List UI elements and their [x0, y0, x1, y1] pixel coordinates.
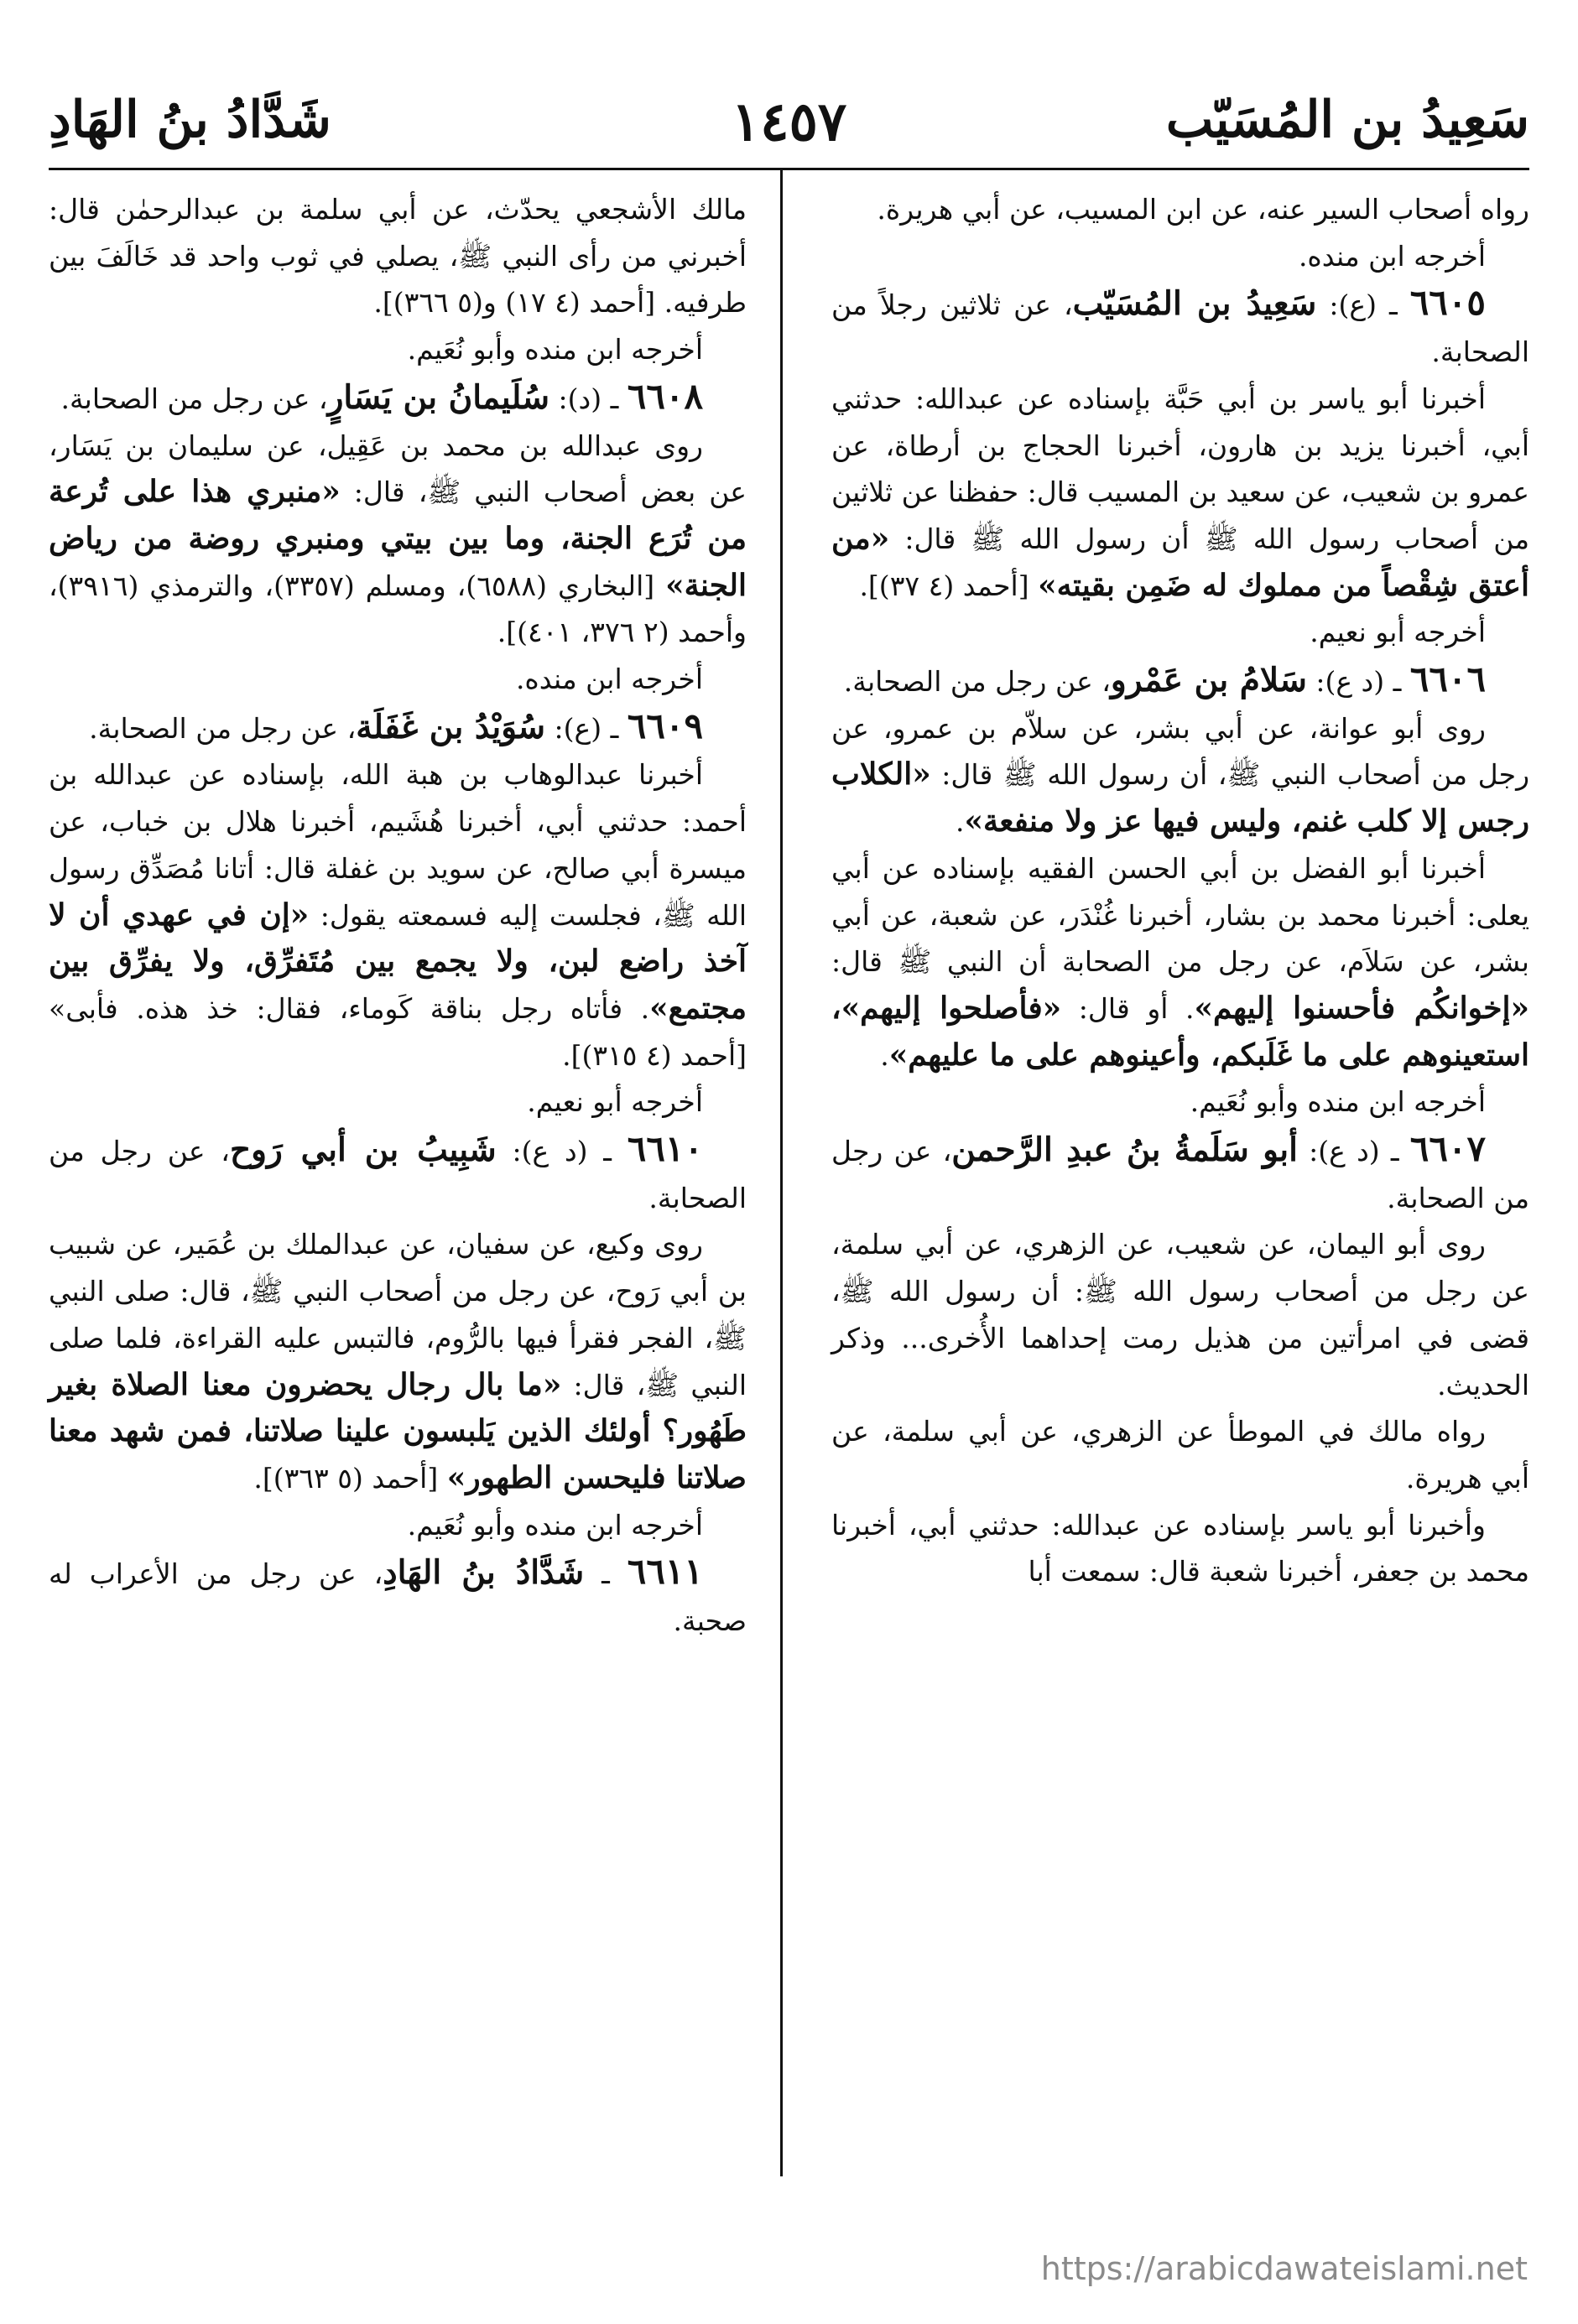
entry-name: سَعِيدُ بن المُسَيّب	[1072, 284, 1317, 324]
text-run: . فأتاه رجل بناقة كَوماء، فقال: خذ هذه. فأبى» [أحمد (٤ ٣١٥)].	[49, 991, 747, 1072]
text-run: أخبرنا عبدالوهاب بن هبة الله، بإسناده عن عبدالله بن أحمد: حدثني أبي، أخبرنا هُشَيم، أخبرنا هلال بن خباب، عن ميسرة أبي صالح، عن سويد بن غفلة قال: أتانا مُصَدِّق رسول الله ﷺ، فجلست إليه فسمعته يقول:	[49, 758, 747, 932]
text-run: ـ (د ع):	[496, 1135, 628, 1168]
entry-name: سَلامُ بن عَمْرو	[1110, 661, 1307, 700]
biography-entry	[831, 656, 1529, 705]
hadith-quote: «منبري هذا على تُرعة من تُرَع الجنة، وما بين بيتي ومنبري روضة من رياض الجنة»	[49, 474, 747, 603]
biography-entry	[49, 703, 747, 752]
text-paragraph	[831, 376, 1529, 610]
text-run: أخرجه ابن منده.	[515, 663, 703, 696]
biography-entry	[831, 279, 1529, 375]
text-paragraph	[831, 705, 1529, 845]
text-run: أخرجه ابن منده.	[1298, 239, 1486, 273]
text-run: ، عن رجل من الصحابة.	[89, 711, 357, 745]
text-run: رواه أصحاب السير عنه، عن ابن المسيب، عن أبي هريرة.	[877, 193, 1529, 226]
entry-number: ٦٦١٠	[627, 1128, 703, 1170]
text-run: أخبرنا أبو ياسر بن أبي حَبَّة بإسناده عن عبدالله: حدثني أبي، أخبرنا يزيد بن هارون، أخبرنا الحجاج بن أرطاة، عن عمرو بن شعيب، عن سعيد بن المسيب قال: حفظنا عن ثلاثين من أصحاب رسول الله ﷺ أن رسول الله ﷺ قال:	[831, 382, 1529, 555]
entry-number: ٦٦٠٨	[627, 375, 703, 417]
text-run: [أحمد (٥ ٣٦٣)].	[253, 1461, 447, 1495]
text-run: أخرجه أبو نعيم.	[1310, 616, 1486, 649]
text-paragraph	[831, 1221, 1529, 1408]
column-divider	[780, 168, 783, 2176]
text-paragraph	[49, 751, 747, 1079]
entry-name: سُلَيمانُ بن يَسَارٍ	[327, 377, 550, 417]
text-run: .	[955, 805, 965, 839]
text-run: روى عبدالله بن محمد بن عَقِيل، عن سليمان بن يَسَار، عن بعض أصحاب النبي ﷺ، قال:	[49, 429, 747, 509]
text-run: ـ	[584, 1557, 628, 1591]
text-run: روى أبو عوانة، عن أبي بشر، عن سلاّم بن عمرو، عن رجل من أصحاب النبي ﷺ، أن رسول الله ﷺ قال:	[831, 711, 1529, 792]
text-run: رواه مالك في الموطأ عن الزهري، عن أبي سلمة، عن أبي هريرة.	[831, 1415, 1529, 1495]
biography-entry	[49, 1126, 747, 1221]
watermark-url: https://arabicdawateislami.net	[1040, 2250, 1528, 2287]
text-run: ـ (د ع):	[1297, 1135, 1410, 1168]
hadith-quote: «من أعتق شِقْصاً من مملوك له ضَمِن بقيته»	[831, 520, 1529, 603]
text-run: . أو قال:	[1061, 991, 1195, 1025]
text-run: ، عن رجل من الصحابة.	[49, 1135, 747, 1214]
text-run: ، عن رجل من الصحابة.	[843, 665, 1111, 699]
text-paragraph	[49, 1079, 747, 1126]
entry-number: ٦٦٠٥	[1409, 282, 1486, 324]
text-run: ـ (د ع):	[1306, 665, 1410, 699]
text-run: [البخاري (٦٥٨٨)، ومسلم (٣٣٥٧)، والترمذي (٣٩١٦)، وأحمد (٢ ٣٧٦، ٤٠١)].	[49, 569, 747, 649]
text-paragraph	[831, 1408, 1529, 1501]
text-run: .	[880, 1038, 889, 1072]
biography-entry	[831, 1126, 1529, 1221]
entry-number: ٦٦٠٧	[1409, 1128, 1486, 1170]
text-paragraph	[831, 1502, 1529, 1595]
text-paragraph	[49, 186, 747, 326]
entry-name: سُوَيْدُ بن غَفَلَة	[356, 707, 546, 746]
text-run: أخرجه ابن منده وأبو نُعَيم.	[407, 333, 703, 367]
text-run: [أحمد (٤ ٣٧)].	[859, 569, 1039, 602]
text-paragraph	[831, 186, 1529, 233]
entry-name: شَدَّادُ بنُ الهَادِ	[383, 1553, 585, 1593]
text-paragraph	[49, 423, 747, 657]
entry-name: أبو سَلَمةُ بنُ عبدِ الرَّحمن	[951, 1131, 1298, 1170]
running-head-left: شَدَّادُ بنُ الهَادِ	[49, 91, 331, 149]
text-paragraph	[831, 845, 1529, 1079]
text-run: ـ (ع):	[545, 711, 628, 745]
text-run: أخرجه أبو نعيم.	[527, 1085, 703, 1119]
text-paragraph	[831, 609, 1529, 656]
text-paragraph	[831, 1079, 1529, 1126]
text-run: أخبرنا أبو الفضل بن أبي الحسن الفقيه بإسناده عن أبي يعلى: أخبرنا محمد بن بشار، أخبرنا غُنْدَر، عن شعبة، عن أبي بشر، عن سَلاَم، عن رجل من الصحابة أن النبي ﷺ قال:	[831, 851, 1529, 979]
page-number: ١٤٥٧	[731, 91, 847, 153]
right-column	[831, 186, 1529, 1595]
entry-name: شَبِيبُ بن أبي رَوح	[229, 1131, 497, 1170]
text-run: روى أبو اليمان، عن شعيب، عن الزهري، عن أبي سلمة، عن رجل من أصحاب رسول الله ﷺ: أن رسول الله ﷺ، قضى في امرأتين من هذيل رمت إحداهما الأُخرى... وذكر الحديث.	[831, 1228, 1529, 1401]
running-head-right: سَعِيدُ بن المُسَيّب	[1165, 91, 1529, 149]
hadith-quote: «إخوانكُم فأحسنوا إليهم»	[1194, 990, 1529, 1026]
hadith-quote: «ما بال رجال يحضرون معنا الصلاة بغير طَهُور؟ أولئك الذين يَلبسون علينا صلاتنا، فمن شهد معنا صلاتنا فليحسن الطهور»	[49, 1366, 747, 1495]
entry-number: ٦٦٠٩	[627, 704, 703, 746]
left-column	[49, 186, 747, 1645]
text-paragraph	[49, 1221, 747, 1501]
biography-entry	[49, 1548, 747, 1644]
hadith-quote: «إن في عهدي أن لا آخذ راضع لبن، ولا يجمع بين مُتَفرِّق، ولا يفرِّق بين مجتمع»	[49, 897, 747, 1026]
text-run: أخرجه ابن منده وأبو نُعَيم.	[407, 1508, 703, 1542]
page-header	[49, 91, 1529, 174]
hadith-quote: «الكلاب رجس إلا كلب غنم، وليس فيها عز ولا منفعة»	[831, 756, 1529, 840]
text-run: ، عن ثلاثين رجلاً من الصحابة.	[831, 289, 1529, 369]
header-rule	[49, 168, 1529, 170]
text-run: ـ (ع):	[1316, 289, 1410, 322]
text-run: أخرجه ابن منده وأبو نُعَيم.	[1190, 1085, 1486, 1119]
text-run: ـ (د):	[549, 382, 628, 415]
text-paragraph	[49, 1502, 747, 1549]
text-run: ، عن رجل من الأعراب له صحبة.	[49, 1557, 747, 1638]
text-run: ، عن رجل من الصحابة.	[60, 382, 328, 415]
entry-number: ٦٦٠٦	[1409, 658, 1486, 700]
entry-number: ٦٦١١	[627, 1551, 704, 1593]
text-run: مالك الأشجعي يحدّث، عن أبي سلمة بن عبدالرحمٰن قال: أخبرني من رأى النبي ﷺ، يصلي في ثوب واحد قد خَالَفَ بين طرفيه. [أحمد (٤ ١٧) و(٥ ٣٦٦)].	[49, 193, 747, 320]
text-run: وأخبرنا أبو ياسر بإسناده عن عبدالله: حدثني أبي، أخبرنا محمد بن جعفر، أخبرنا شعبة قال: سمعت أبا	[831, 1508, 1529, 1588]
text-run: روى وكيع، عن سفيان، عن عبدالملك بن عُمَير، عن شبيب بن أبي رَوح، عن رجل من أصحاب النبي ﷺ، قال: صلى النبي ﷺ، الفجر فقرأ فيها بالرُّوم، فالتبس عليه القراءة، فلما صلى النبي ﷺ، قال:	[49, 1228, 747, 1401]
text-paragraph	[49, 326, 747, 373]
biography-entry	[49, 373, 747, 423]
text-paragraph	[49, 656, 747, 703]
text-run: ، عن رجل من الصحابة.	[831, 1135, 1529, 1214]
text-paragraph	[831, 233, 1529, 280]
hadith-quote: «فأصلحوا إليهم»، استعينوهم على ما غَلَبكم، وأعينوهم على ما عليهم»	[831, 990, 1529, 1073]
